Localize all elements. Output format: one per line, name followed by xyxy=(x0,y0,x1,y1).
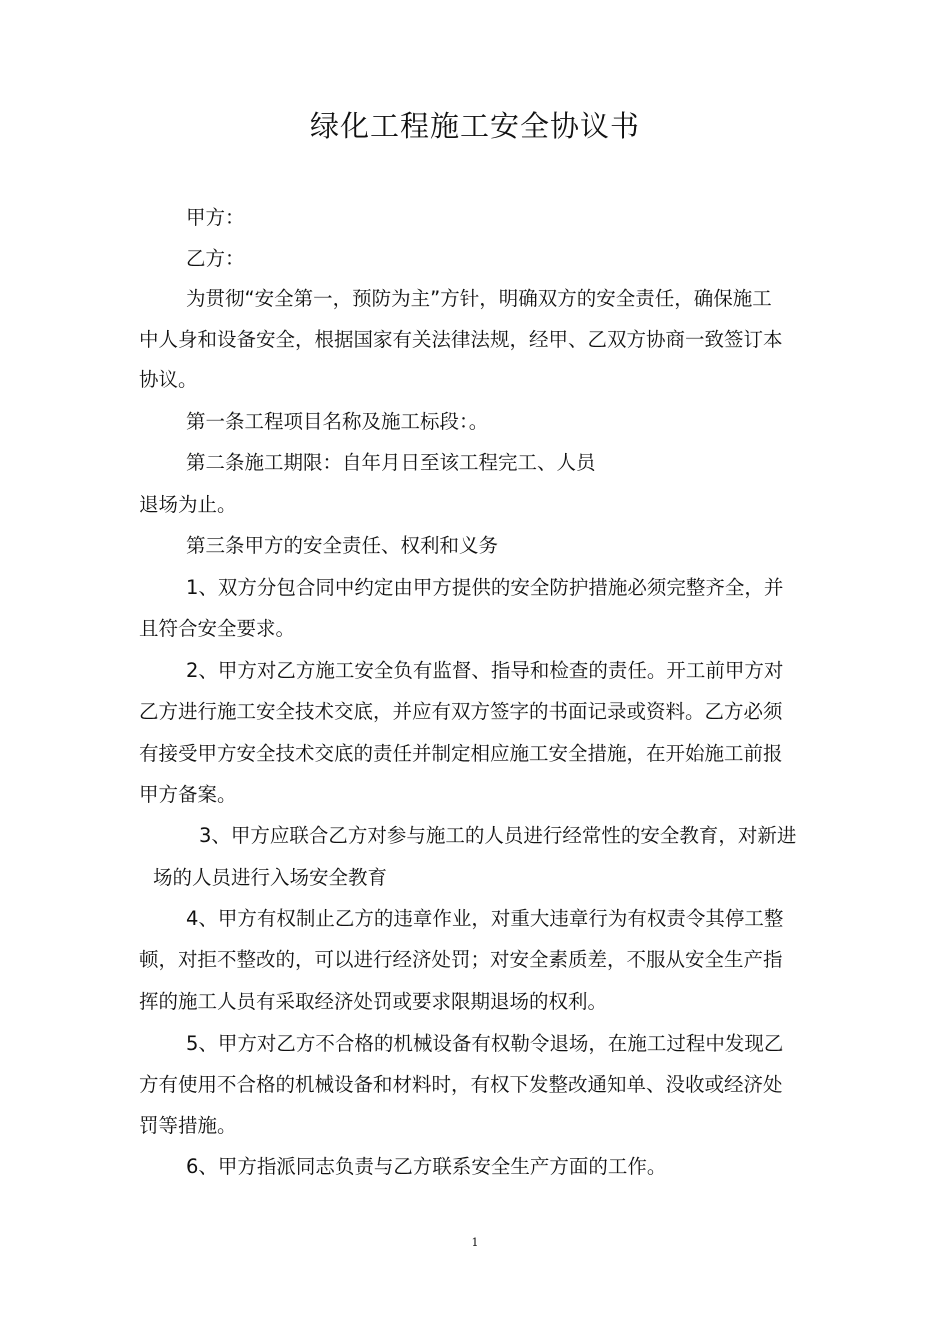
article-2-line-2: 退场为止。 xyxy=(139,493,237,516)
intro-line-2: 中人身和设备安全，根据国家有关法律法规，经甲、乙双方协商一致签订本 xyxy=(139,328,783,351)
page-number: 1 xyxy=(471,1236,479,1249)
party-a-label: 甲方： xyxy=(186,206,245,229)
document-title: 绿化工程施工安全协议书 xyxy=(309,109,640,143)
article-2-line-1: 第二条施工期限：自年月日至该工程完工、人员 xyxy=(186,451,596,474)
item-1-line-2: 且符合安全要求。 xyxy=(139,617,296,640)
item-2-line-4: 甲方备案。 xyxy=(139,783,237,806)
item-5-line-3: 罚等措施。 xyxy=(139,1114,237,1137)
item-2-line-2: 乙方进行施工安全技术交底，并应有双方签字的书面记录或资料。乙方必须 xyxy=(139,700,783,723)
intro-line-3: 协议。 xyxy=(139,368,198,391)
item-6: 6、甲方指派同志负责与乙方联系安全生产方面的工作。 xyxy=(186,1155,667,1178)
item-4-line-1: 4、甲方有权制止乙方的违章作业，对重大违章行为有权责令其停工整 xyxy=(186,907,784,930)
article-3-heading: 第三条甲方的安全责任、权利和义务 xyxy=(186,534,499,557)
item-5-line-1: 5、甲方对乙方不合格的机械设备有权勒令退场，在施工过程中发现乙 xyxy=(186,1032,784,1055)
item-2-line-1: 2、甲方对乙方施工安全负有监督、指导和检查的责任。开工前甲方对 xyxy=(186,659,784,682)
article-1: 第一条工程项目名称及施工标段：。 xyxy=(186,410,489,433)
intro-line-1: 为贯彻“安全第一，预防为主”方针，明确双方的安全责任，确保施工 xyxy=(186,287,772,310)
item-4-line-3: 挥的施工人员有采取经济处罚或要求限期退场的权利。 xyxy=(139,990,608,1013)
item-3-line-1: 3、甲方应联合乙方对参与施工的人员进行经常性的安全教育，对新进 xyxy=(199,824,797,847)
item-3-line-2: 场的人员进行入场安全教育 xyxy=(153,866,388,889)
item-4-line-2: 顿，对拒不整改的，可以进行经济处罚；对安全素质差，不服从安全生产指 xyxy=(139,948,783,971)
item-5-line-2: 方有使用不合格的机械设备和材料时，有权下发整改通知单、没收或经济处 xyxy=(139,1073,783,1096)
item-2-line-3: 有接受甲方安全技术交底的责任并制定相应施工安全措施，在开始施工前报 xyxy=(139,742,783,765)
item-1-line-1: 1、双方分包合同中约定由甲方提供的安全防护措施必须完整齐全，并 xyxy=(186,576,784,599)
party-b-label: 乙方： xyxy=(186,247,245,270)
